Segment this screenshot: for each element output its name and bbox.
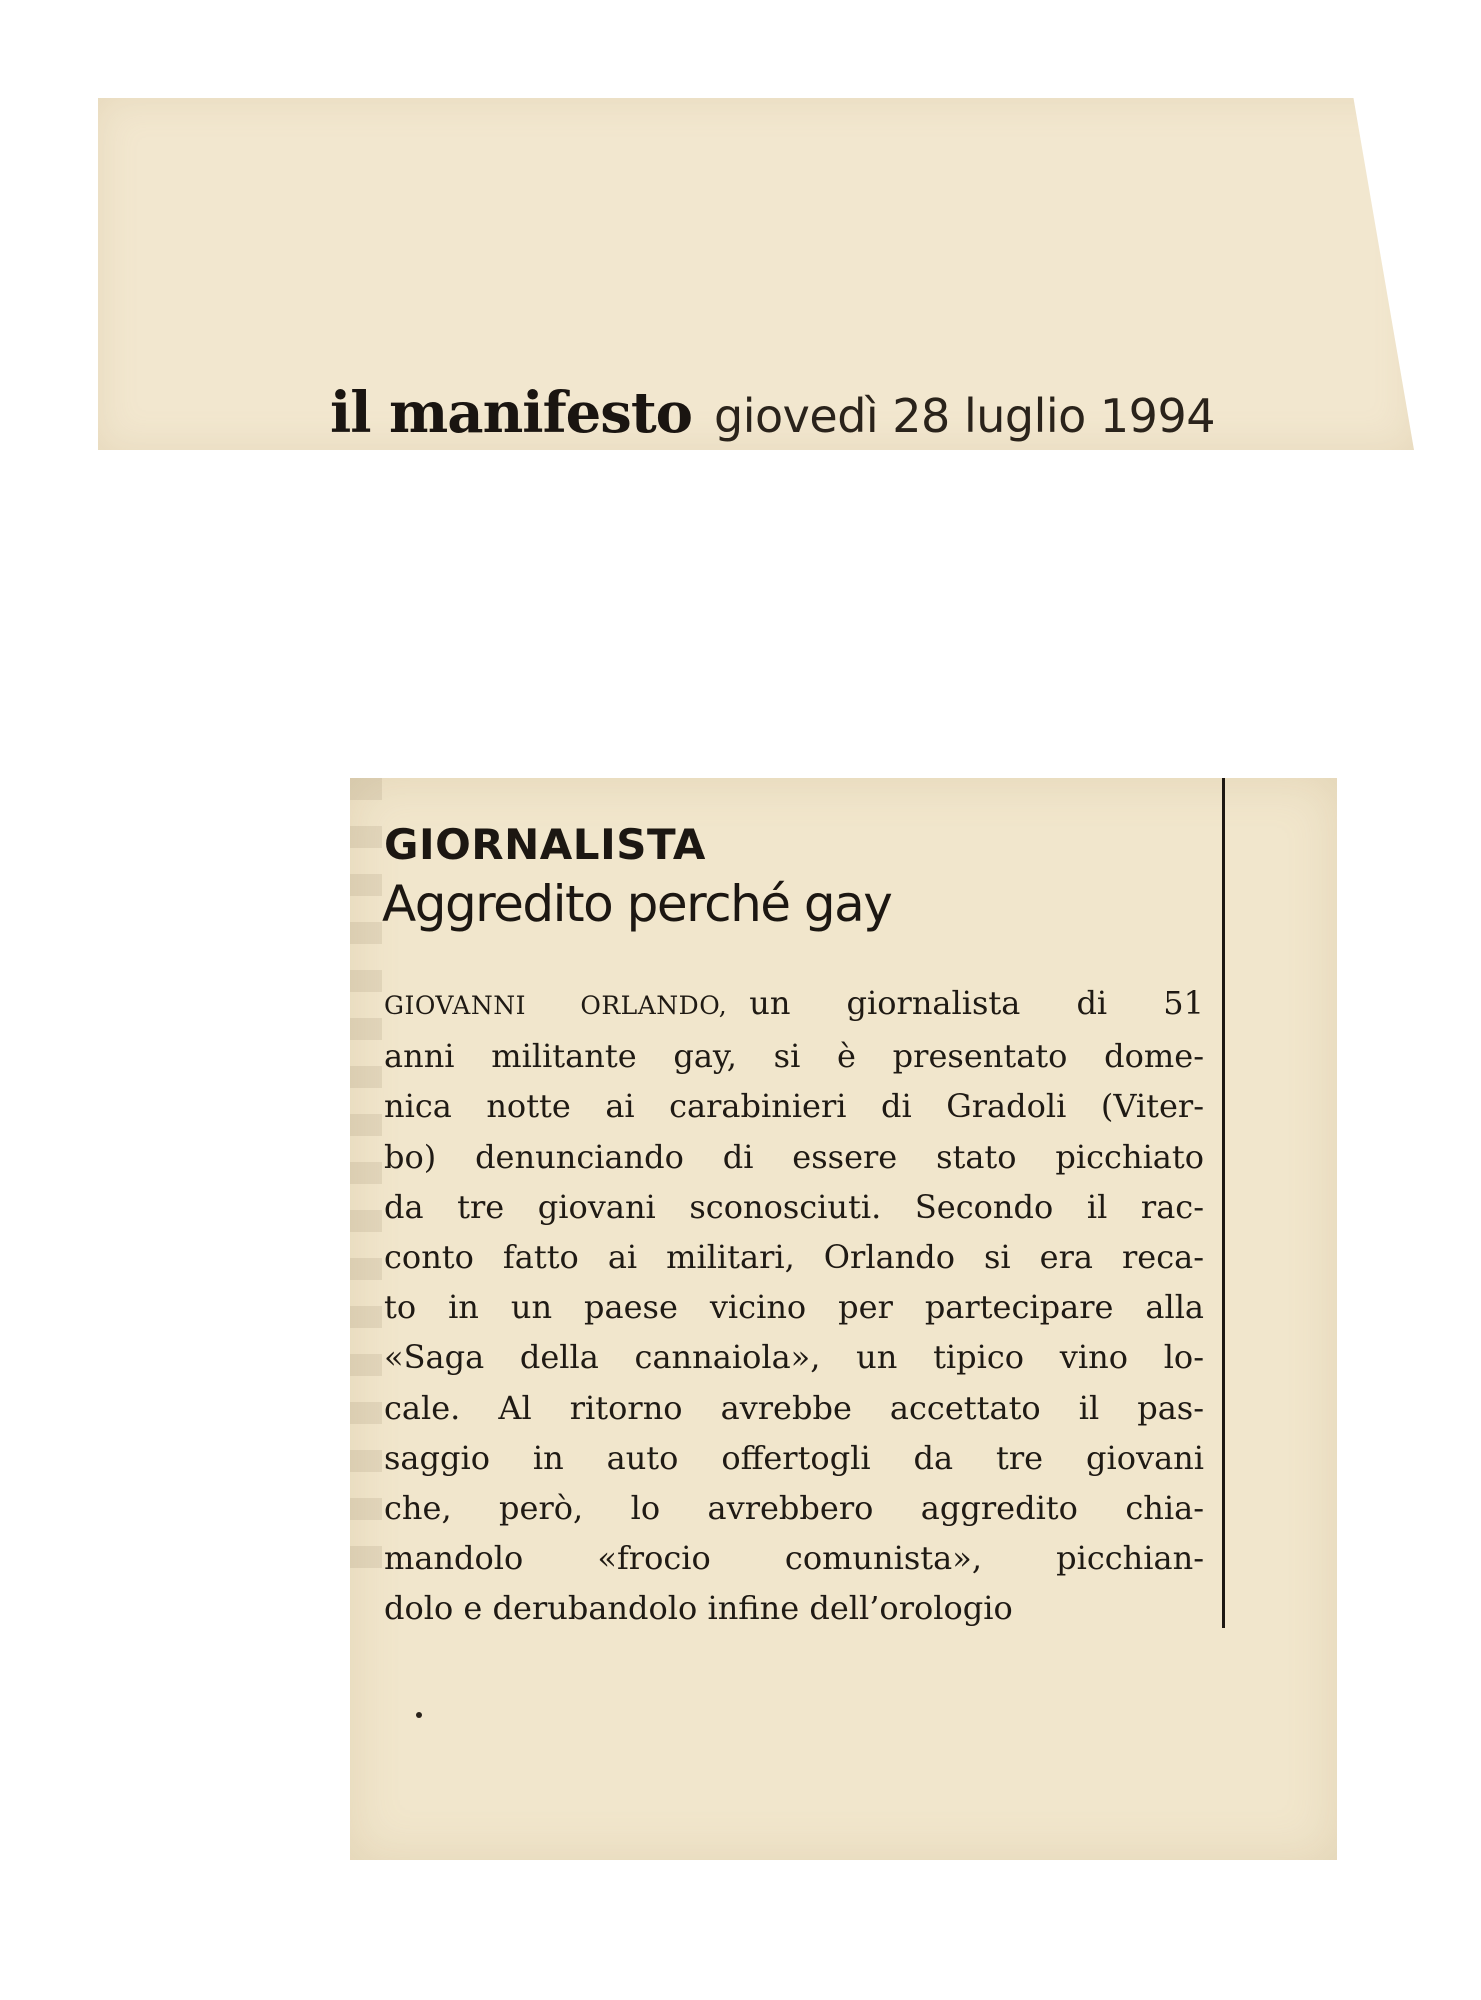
body-line: da tre giovani sconosciuti. Secondo il rac-: [384, 1187, 1204, 1226]
body-line: anni militante gay, si è presentato dome-: [384, 1037, 1204, 1076]
byline: GIOVANNI ORLANDO,: [384, 991, 728, 1020]
body-line: nica notte ai carabinieri di Gradoli (Viter-: [384, 1087, 1204, 1126]
article-kicker: GIORNALISTA: [384, 820, 706, 869]
article-headline: Aggredito perché gay: [382, 875, 892, 933]
body-line: cale. Al ritorno avrebbe accettato il pas-: [384, 1388, 1204, 1427]
adjacent-column-fragment: [350, 778, 382, 1578]
column-rule: [1222, 778, 1225, 1628]
body-line: mandolo «frocio comunista», picchian-: [384, 1539, 1204, 1578]
newspaper-name: il manifesto: [330, 380, 693, 446]
body-line: saggio in auto offertogli da tre giovani: [384, 1438, 1204, 1477]
body-line: GIOVANNI ORLANDO, un giornalista di 51: [384, 984, 1204, 1022]
body-line: dolo e derubandolo infine dell’orologio: [384, 1589, 1013, 1628]
article-body: [384, 978, 1204, 1634]
body-line: «Saga della cannaiola», un tipico vino lo-: [384, 1338, 1204, 1377]
masthead: [330, 380, 1215, 446]
ink-speck: [416, 1712, 422, 1718]
issue-date: giovedì 28 luglio 1994: [714, 389, 1215, 443]
body-line: conto fatto ai militari, Orlando si era reca-: [384, 1238, 1204, 1277]
body-line: to in un paese vicino per partecipare alla: [384, 1288, 1204, 1327]
body-line: bo) denunciando di essere stato picchiato: [384, 1137, 1204, 1176]
body-line: che, però, lo avrebbero aggredito chia-: [384, 1489, 1204, 1528]
article-clipping: [350, 778, 1337, 1860]
